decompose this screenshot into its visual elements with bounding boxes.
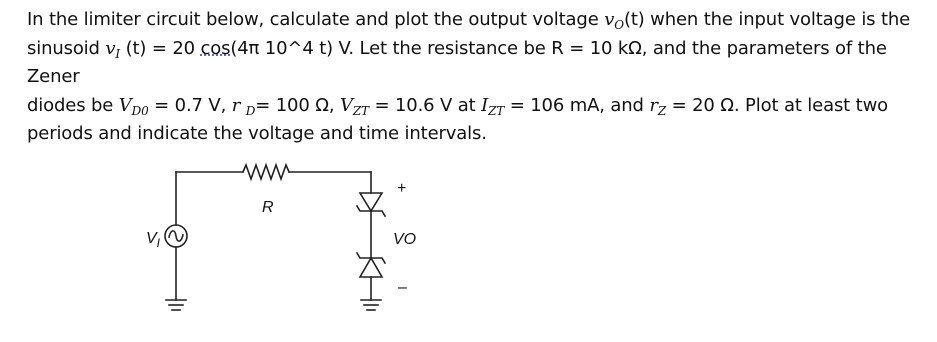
problem-line3-c: = 10.6 V at [368, 94, 482, 116]
output-label: VO [393, 231, 417, 248]
rd-subscript: D [245, 103, 256, 118]
vo-subscript: O [614, 18, 624, 32]
zener-diode-lower [360, 258, 382, 277]
vzt-symbol: V [339, 94, 353, 116]
resistor-r [243, 165, 289, 179]
vd0-symbol: V [118, 94, 132, 116]
vo-symbol: v [604, 9, 615, 30]
problem-line3-start: diodes be [27, 94, 119, 116]
output-minus: – [398, 279, 407, 296]
vd0-subscript: D0 [131, 103, 149, 118]
input-label [146, 230, 161, 250]
problem-line3-d: = 106 mA, and [504, 94, 650, 116]
ac-source-sine [169, 231, 183, 241]
rz-symbol: r [649, 94, 658, 116]
problem-line2-start: sinusoid [27, 37, 106, 59]
problem-line1-text: In the limiter circuit below, calculate and plot the output voltage [27, 9, 605, 30]
output-plus: + [397, 180, 407, 197]
input-label-sub: I [156, 236, 161, 250]
cos-text: cos( [200, 37, 238, 59]
zener-diode-upper [360, 193, 382, 211]
izt-subscript: ZT [488, 103, 505, 118]
problem-line4: periods and indicate the voltage and time intervals. [27, 123, 487, 144]
problem-line2-after-cos: 4π 10^4 t) V. Let the resistance be R = 10 kΩ, and the parameters of the Zener [27, 37, 887, 87]
vi-subscript: I [115, 46, 121, 61]
vzt-subscript: ZT [352, 103, 369, 118]
problem-line3-a: = 0.7 V, [148, 94, 232, 116]
problem-line1-end: (t) when the input voltage is the [623, 9, 911, 30]
problem-line3-e: = 20 Ω. Plot at least two [666, 94, 889, 116]
problem-line2-mid: (t) = 20 [120, 37, 201, 59]
problem-line3-b: = 100 Ω, [255, 94, 340, 116]
input-label-main: V [146, 230, 157, 247]
rd-symbol: r [231, 94, 246, 116]
resistor-label: R [262, 199, 274, 216]
izt-symbol: I [481, 94, 489, 116]
rz-subscript: Z [657, 103, 667, 118]
vi-symbol: v [105, 37, 116, 59]
